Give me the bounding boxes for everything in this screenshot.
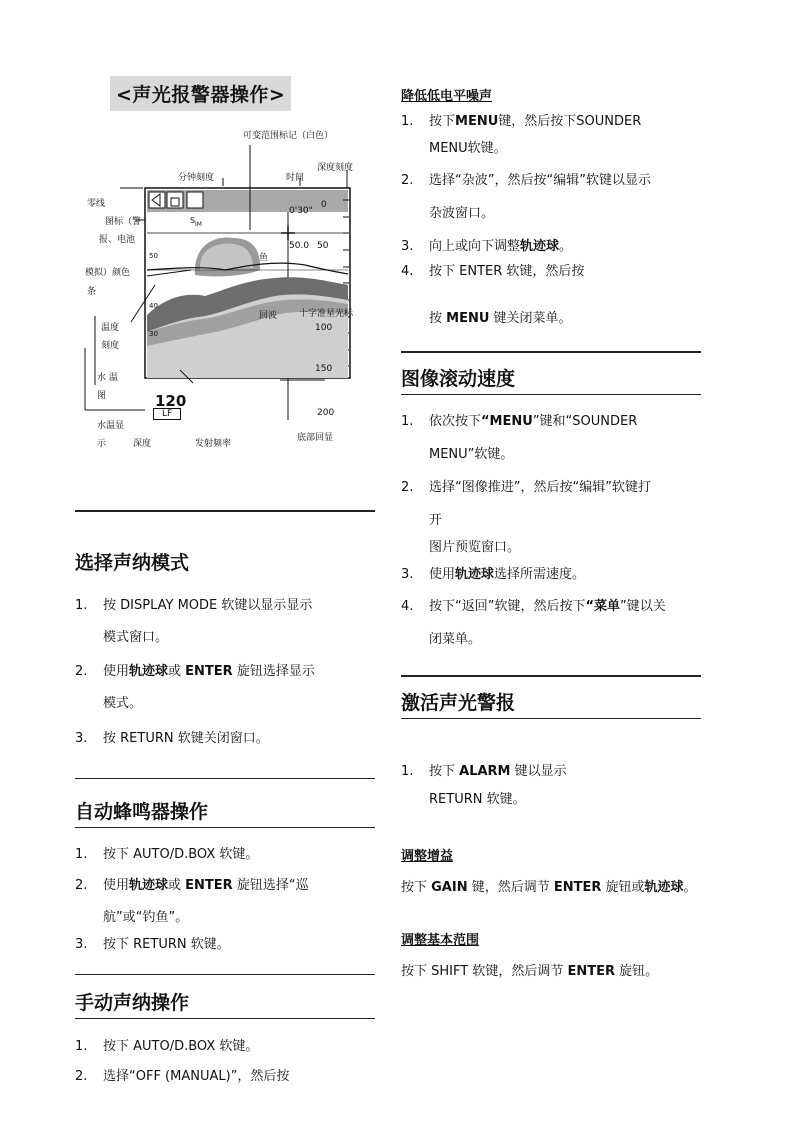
list-item xyxy=(401,479,701,559)
item-text: 按下 AUTO/D.BOX 软键。 xyxy=(103,847,259,862)
item-number: 3. xyxy=(75,937,88,952)
item-number: 3. xyxy=(401,239,414,254)
list-item xyxy=(75,730,375,750)
label-echo: 回波 xyxy=(259,311,278,321)
label-variable-range-marker: 可变范围标记（白色） xyxy=(243,131,334,141)
item-number: 2. xyxy=(75,878,88,893)
item-text: 按下 RETURN 软键。 xyxy=(103,937,230,952)
item-text: 模式。 xyxy=(103,696,143,711)
page-title: <声光报警器操作> xyxy=(110,76,291,111)
label-time-value: 0'30" xyxy=(289,206,313,216)
heading-auto-buzzer: 自动蜂鸣器操作 xyxy=(75,801,209,823)
item-text: 使用轨迹球或 ENTER 旋钮选择“巡 xyxy=(103,878,309,893)
cursor-readout: 50.0 xyxy=(289,241,310,251)
divider xyxy=(401,394,701,395)
item-number: 1. xyxy=(75,598,88,613)
label-fish: 鱼 xyxy=(259,253,269,263)
item-number: 1. xyxy=(401,414,414,429)
item-text: 航”或“钓鱼”。 xyxy=(103,910,189,925)
label-water-temp-graph-2: 图 xyxy=(97,391,107,401)
divider xyxy=(75,1018,375,1019)
item-text: 按 RETURN 软键关闭窗口。 xyxy=(103,731,269,746)
label-bottom-echo: 底部回显 xyxy=(297,433,334,443)
item-text: 按下 AUTO/D.BOX 软键。 xyxy=(103,1039,259,1054)
item-text: 图片预览窗口。 xyxy=(429,540,521,555)
heading-manual-sonar: 手动声纳操作 xyxy=(75,992,190,1014)
depth-tick-100: 100 xyxy=(315,323,333,333)
gain-instruction: 按下 GAIN 键，然后调节 ENTER 旋钮或轨迹球。 xyxy=(401,880,697,895)
list-item xyxy=(75,846,375,866)
item-number: 3. xyxy=(401,567,414,582)
item-number: 2. xyxy=(75,1069,88,1084)
item-text: MENU软键。 xyxy=(429,141,507,156)
item-text: 按下“返回”软键，然后按下“菜单”键以关 xyxy=(429,599,666,614)
heading-reduce-noise: 降低低电平噪声 xyxy=(401,89,493,104)
depth-tick-50: 50 xyxy=(317,241,329,251)
item-number: 4. xyxy=(401,264,414,279)
list-item xyxy=(401,566,701,586)
item-number: 1. xyxy=(401,114,414,129)
label-analog-color-1: 模拟）颜色 xyxy=(85,268,131,278)
divider xyxy=(75,778,375,779)
heading-adjust-range: 调整基本范围 xyxy=(401,933,480,948)
item-number: 1. xyxy=(75,1039,88,1054)
temp-tick-40: 40 xyxy=(149,302,158,310)
list-item xyxy=(75,597,375,647)
list-item xyxy=(401,172,701,222)
item-text: 按下MENU键，然后按下SOUNDER xyxy=(429,114,642,129)
heading-activate-alarm: 激活声光警报 xyxy=(401,692,516,714)
label-time: 时间 xyxy=(286,173,305,183)
item-text: 选择“OFF (MANUAL)”，然后按 xyxy=(103,1069,290,1084)
freq-value: LF xyxy=(153,408,181,420)
divider xyxy=(75,510,375,512)
heading-select-sonar-mode: 选择声纳模式 xyxy=(75,552,190,574)
item-number: 1. xyxy=(75,847,88,862)
label-temp-1: 温度 xyxy=(101,323,120,333)
label-water-temp-display-1: 水温显 xyxy=(97,421,125,431)
label-tx-freq: 发射频率 xyxy=(195,439,232,449)
heading-scroll-speed: 图像滚动速度 xyxy=(401,368,516,390)
item-number: 4. xyxy=(401,599,414,614)
label-crosshair-marker: 十字准星光标 xyxy=(299,309,354,319)
label-zero-line: 零线 xyxy=(87,199,106,209)
item-text: 模式窗口。 xyxy=(103,630,169,645)
item-text: 开 xyxy=(429,513,443,528)
divider xyxy=(401,718,701,719)
item-text: 选择“杂波”，然后按“编辑”软键以显示 xyxy=(429,173,651,188)
list-item xyxy=(75,936,375,956)
label-analog-color-2: 条 xyxy=(87,287,97,297)
item-number: 1. xyxy=(401,764,414,779)
label-icon-2: 报、电池 xyxy=(99,235,136,245)
item-number: 3. xyxy=(75,731,88,746)
item-text: 选择“图像推进”，然后按“编辑”软键打 xyxy=(429,480,651,495)
list-item xyxy=(401,238,701,258)
label-s: S xyxy=(190,216,196,225)
divider xyxy=(75,827,375,828)
item-text: 按 MENU 键关闭菜单。 xyxy=(429,311,572,326)
heading-adjust-gain: 调整增益 xyxy=(401,849,454,864)
label-minute-scale: 分钟刻度 xyxy=(178,173,215,183)
list-item xyxy=(75,663,375,713)
label-depth: 深度 xyxy=(133,439,152,449)
list-item xyxy=(75,1068,375,1088)
label-im: IM xyxy=(195,221,202,228)
label-temp-2: 刻度 xyxy=(101,341,120,351)
list-item xyxy=(401,113,701,163)
item-number: 2. xyxy=(401,480,414,495)
item-text: 按下 ENTER 软键，然后按 xyxy=(429,264,585,279)
item-text: 使用轨迹球选择所需速度。 xyxy=(429,567,586,582)
label-water-temp-display-2: 示 xyxy=(97,439,107,449)
item-text: 使用轨迹球或 ENTER 旋钮选择显示 xyxy=(103,664,315,679)
label-water-temp-graph-1: 水 温 xyxy=(97,373,118,383)
item-text: 依次按下“MENU”键和“SOUNDER xyxy=(429,414,638,429)
label-depth-scale: 深度刻度 xyxy=(317,163,354,173)
divider xyxy=(401,675,701,677)
depth-value: 120 xyxy=(155,392,187,410)
item-text: 闭菜单。 xyxy=(429,632,482,647)
label-icon-1: 图标（警 xyxy=(105,217,142,227)
item-text: 杂波窗口。 xyxy=(429,206,495,221)
item-text: MENU”软键。 xyxy=(429,447,514,462)
item-number: 2. xyxy=(401,173,414,188)
list-item xyxy=(401,598,701,648)
list-item xyxy=(75,877,375,927)
list-item xyxy=(401,263,701,333)
divider xyxy=(401,351,701,353)
item-number: 2. xyxy=(75,664,88,679)
range-instruction: 按下 SHIFT 软键，然后调节 ENTER 旋钮。 xyxy=(401,964,659,979)
list-item xyxy=(401,413,701,463)
temp-tick-30: 30 xyxy=(149,330,158,338)
list-item xyxy=(75,1038,375,1058)
temp-tick-50: 50 xyxy=(149,252,158,260)
depth-tick-0: 0 xyxy=(321,200,327,210)
divider xyxy=(75,974,375,975)
item-text: 按 DISPLAY MODE 软键以显示显示 xyxy=(103,598,313,613)
item-text: 向上或向下调整轨迹球。 xyxy=(429,239,573,254)
sounder-diagram xyxy=(75,120,375,460)
item-text: 按下 ALARM 键以显示 xyxy=(429,764,567,779)
depth-tick-200: 200 xyxy=(317,408,335,418)
list-item xyxy=(401,763,701,813)
depth-tick-150: 150 xyxy=(315,364,333,374)
item-text: RETURN 软键。 xyxy=(429,792,526,807)
